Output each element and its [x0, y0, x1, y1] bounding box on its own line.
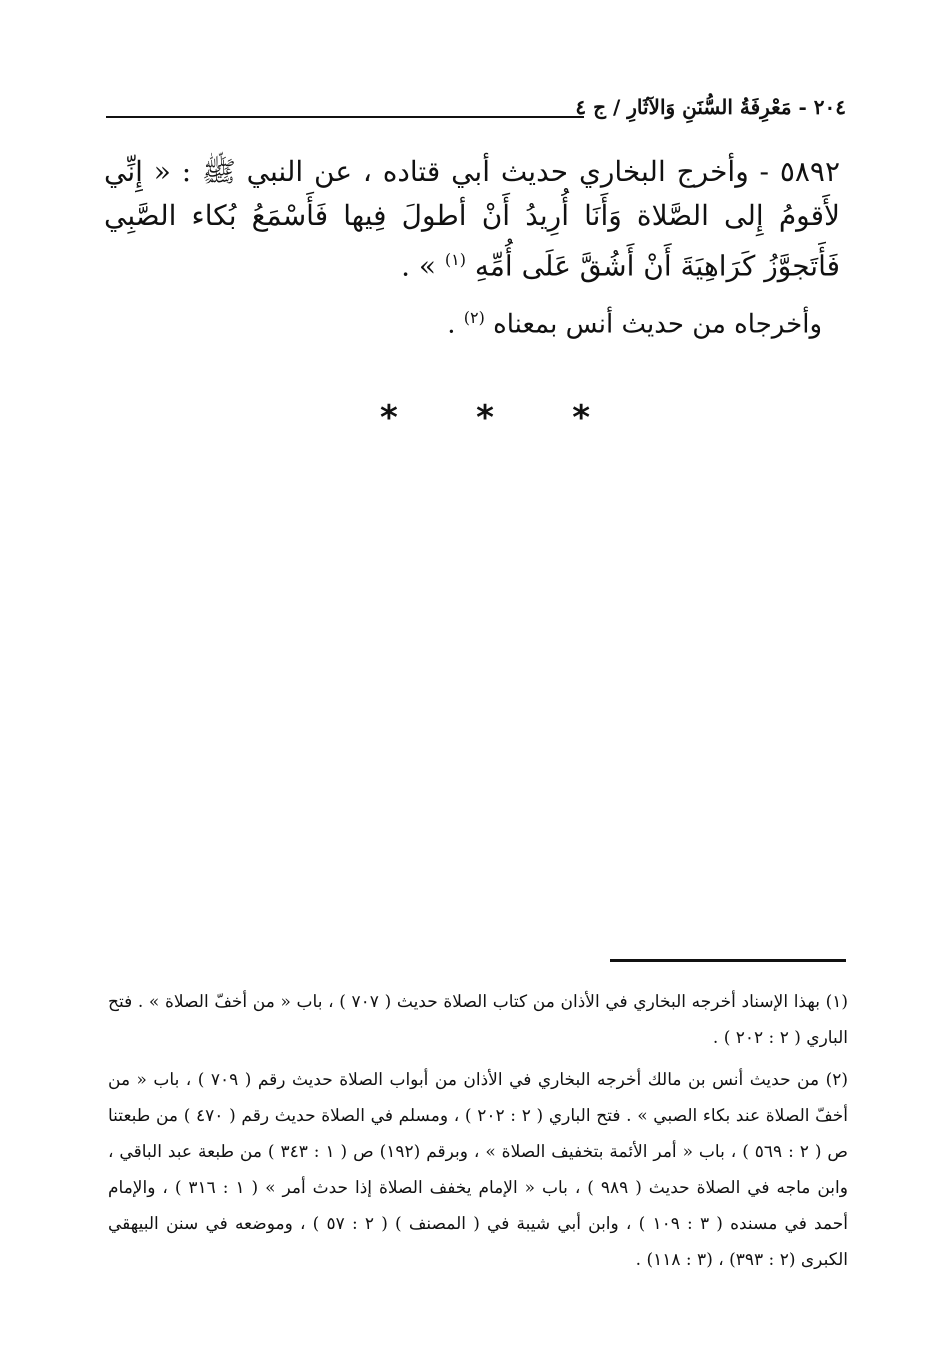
- hadith-text: ٥٨٩٢ - وأخرج البخاري حديث أبي قتاده ، عن النبي ﷺ : « إِنِّي لأَقومُ إِلى الصَّلاة وَأَنَا أُرِيدُ أَنْ أطولَ فِيها فَأَسْمَعُ بُكاء الصَّبِي فَأَتَجوَّزُ كَرَاهِيَةَ أَنْ أَشُقَّ عَلَى أُمِّهِ: [104, 155, 840, 283]
- header-rule: [106, 116, 584, 118]
- running-header-title: ٢٠٤ - مَعْرِفَةُ السُّنَنِ وَالآثَارِ / ج ٤: [575, 95, 846, 119]
- footnotes: [108, 984, 848, 1284]
- separator-star: *: [572, 398, 590, 438]
- narration-text: وأخرجاه من حديث أنس بمعناه: [493, 309, 822, 340]
- narration-end: .: [447, 309, 456, 340]
- section-separator: [380, 398, 590, 438]
- page-header: [106, 92, 846, 126]
- footnote-ref-2[interactable]: (٢): [463, 308, 485, 327]
- hadith-paragraph: [104, 150, 840, 288]
- hadith-close: » .: [401, 249, 436, 283]
- footnote-ref-1[interactable]: (١): [444, 250, 466, 269]
- footnote-1: (١) بهذا الإسناد أخرجه البخاري في الأذان من كتاب الصلاة حديث ( ٧٠٧ ) ، باب « من أخفّ الصلاة » . فتح الباري ( ٢ : ٢٠٢ ) .: [108, 992, 848, 1048]
- narration-paragraph: [220, 298, 822, 345]
- footnote-rule: [610, 959, 846, 962]
- separator-star: *: [476, 398, 494, 438]
- separator-star: *: [380, 398, 398, 438]
- footnote-2: (٢) من حديث أنس بن مالك أخرجه البخاري في الأذان من أبواب الصلاة حديث رقم ( ٧٠٩ ) ، باب « من أخفّ الصلاة عند بكاء الصبي » . فتح الباري ( ٢ : ٢٠٢ ) ، ومسلم في الصلاة حديث رقم ( ٤٧٠ ) من طبعتنا ص ( ٢ : ٥٦٩ ) ، باب « أمر الأئمة بتخفيف الصلاة » ، وبرقم (١٩٢) ص ( ١ : ٣٤٣ ) من طبعة عبد الباقي ، وابن ماجه في الصلاة حديث ( ٩٨٩ ) ، باب « الإمام يخفف الصلاة إذا حدث أمر » ( ١ : ٣١٦ ) ، والإمام أحمد في مسنده ( ٣ : ١٠٩ ) ، وابن أبي شيبة في ( المصنف ) ( ٢ : ٥٧ ) ، وموضعه في سنن البيهقي الكبرى (٢ : ٣٩٣) ، (٣ : ١١٨) .: [108, 1070, 848, 1270]
